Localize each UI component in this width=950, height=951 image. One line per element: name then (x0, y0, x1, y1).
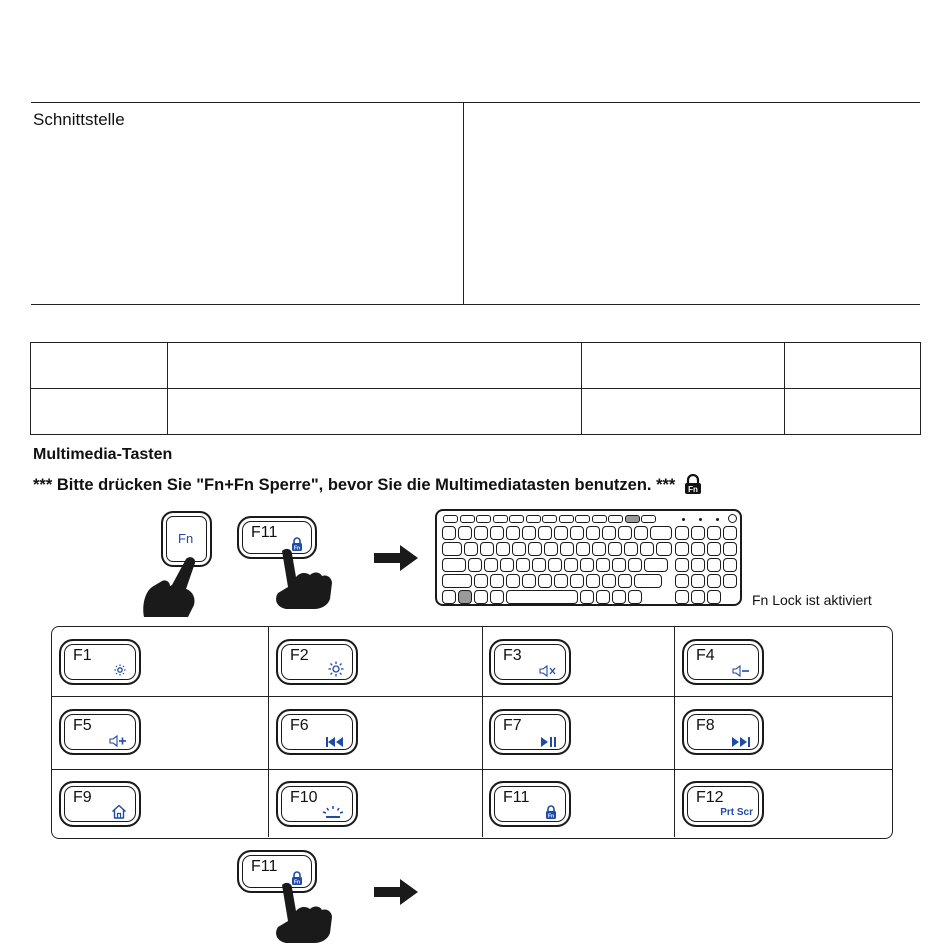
keyboard-key (484, 558, 498, 572)
keyboard-key (493, 515, 508, 523)
function-key-f3 (489, 639, 571, 685)
function-key-label: F9 (73, 789, 92, 806)
keyboard-key (640, 542, 654, 556)
keyboard-key (634, 574, 662, 588)
keyboard-key (608, 542, 622, 556)
svg-text:Fn: Fn (547, 813, 555, 819)
keyboard-key (496, 542, 510, 556)
fn-key-label: Fn (178, 531, 194, 546)
function-key-label: F4 (696, 647, 715, 664)
arrow-right-icon (374, 545, 418, 571)
keyboard-key (691, 590, 705, 604)
backlight-icon (322, 805, 344, 819)
mute-icon (539, 665, 557, 677)
play-pause-icon (541, 737, 557, 747)
keyboard-key (522, 526, 536, 540)
keyboard-key (554, 574, 568, 588)
keyboard-key (474, 526, 488, 540)
keyboard-key (460, 515, 475, 523)
table-cell (785, 343, 921, 389)
pressing-hand-icon (272, 881, 336, 945)
keyboard-key (474, 590, 488, 604)
function-key-label: F5 (73, 717, 92, 734)
indicator-light (682, 518, 685, 521)
pressing-hand-icon (272, 547, 336, 611)
function-key-f1 (59, 639, 141, 685)
keyboard-key (650, 526, 672, 540)
grid-divider (52, 769, 892, 770)
f11-key-label: F11 (251, 524, 278, 541)
keyboard-illustration (435, 509, 742, 606)
keyboard-key (641, 515, 656, 523)
keyboard-key (691, 574, 705, 588)
keyboard-key (644, 558, 668, 572)
keyboard-key (675, 574, 689, 588)
keyboard-key (560, 542, 574, 556)
table-cell (168, 389, 582, 435)
function-key-label: F8 (696, 717, 715, 734)
function-key-f4 (682, 639, 764, 685)
function-key-f12 (682, 781, 764, 827)
grid-divider (482, 627, 483, 837)
keyboard-key (618, 574, 632, 588)
function-key-label: F6 (290, 717, 309, 734)
table-bottom-border (31, 304, 920, 305)
keyboard-key (506, 574, 520, 588)
keyboard-key (542, 515, 557, 523)
keyboard-key (691, 558, 705, 572)
keyboard-key (602, 574, 616, 588)
function-key-label: F11 (503, 789, 530, 806)
function-key-f6 (276, 709, 358, 755)
keyboard-key (691, 526, 705, 540)
keyboard-key (707, 590, 721, 604)
keyboard-key (443, 515, 458, 523)
keyboard-key (442, 574, 472, 588)
keyboard-key (548, 558, 562, 572)
next-track-icon (732, 737, 750, 747)
function-key-f9 (59, 781, 141, 827)
keyboard-key (675, 542, 689, 556)
function-key-f10 (276, 781, 358, 827)
keyboard-key (512, 542, 526, 556)
keyboard-key (442, 558, 466, 572)
keyboard-key (500, 558, 514, 572)
keyboard-key (442, 542, 462, 556)
keyboard-key (538, 574, 552, 588)
keyboard-key (596, 590, 610, 604)
function-key-label: F12 (696, 789, 724, 806)
previous-track-icon (326, 737, 344, 747)
table-top-border (31, 102, 920, 103)
function-key-f11 (489, 781, 571, 827)
function-key-label: F2 (290, 647, 309, 664)
keyboard-key (490, 574, 504, 588)
table-row (31, 389, 921, 435)
keyboard-key (707, 574, 721, 588)
keyboard-key (628, 558, 642, 572)
svg-text:Fn: Fn (293, 545, 301, 551)
keyboard-key (608, 515, 623, 523)
keyboard-key (580, 590, 594, 604)
keyboard-key (564, 558, 578, 572)
table-cell (582, 343, 785, 389)
keyboard-key (675, 526, 689, 540)
volume-up-icon (109, 735, 127, 747)
keyboard-key (516, 558, 530, 572)
indicator-light (699, 518, 702, 521)
table-cell (785, 389, 921, 435)
keyboard-key (675, 590, 689, 604)
keyboard-key (723, 558, 737, 572)
keyboard-key (522, 574, 536, 588)
volume-down-icon (732, 665, 750, 677)
grid-divider (268, 627, 269, 837)
table-cell (31, 343, 168, 389)
keyboard-key (586, 574, 600, 588)
keyboard-key (634, 526, 648, 540)
function-key-grid (51, 626, 893, 839)
notice-text: *** Bitte drücken Sie "Fn+Fn Sperre", bevor Sie die Multimediatasten benutzen. *** (33, 476, 676, 494)
brightness-down-icon (113, 663, 127, 677)
keyboard-key (612, 590, 626, 604)
keyboard-key (570, 574, 584, 588)
function-key-label: F3 (503, 647, 522, 664)
function-key-f8 (682, 709, 764, 755)
power-icon (728, 514, 737, 523)
fn-lock-status: Fn Lock ist aktiviert (752, 592, 872, 608)
keyboard-key (480, 542, 494, 556)
keyboard-key (575, 515, 590, 523)
arrow-right-icon (374, 879, 418, 905)
keyboard-key (538, 526, 552, 540)
keyboard-key (490, 590, 504, 604)
keyboard-key (442, 526, 456, 540)
keyboard-key (592, 515, 607, 523)
table-cell (31, 389, 168, 435)
grid-divider (674, 627, 675, 837)
keyboard-key (707, 542, 721, 556)
function-key-f7 (489, 709, 571, 755)
keyboard-key (592, 542, 606, 556)
keyboard-key (707, 558, 721, 572)
brightness-up-icon (328, 661, 344, 677)
pointing-hand-icon (140, 555, 212, 619)
keyboard-key (596, 558, 610, 572)
keyboard-key (464, 542, 478, 556)
keyboard-key (476, 515, 491, 523)
keyboard-key (442, 590, 456, 604)
keyboard-key (628, 590, 642, 604)
function-key-label: F7 (503, 717, 522, 734)
keyboard-key (526, 515, 541, 523)
keyboard-key (618, 526, 632, 540)
f11-unlock-key-label: F11 (251, 858, 278, 875)
multimedia-notice (33, 474, 702, 499)
spec-table (30, 342, 921, 435)
table-row (31, 343, 921, 389)
keyboard-key-fn-highlight (458, 590, 472, 604)
keyboard-key (624, 542, 638, 556)
keyboard-key (490, 526, 504, 540)
keyboard-key-f11-highlight (625, 515, 640, 523)
keyboard-key (570, 526, 584, 540)
keyboard-key (691, 542, 705, 556)
table-cell (582, 389, 785, 435)
keyboard-key (544, 542, 558, 556)
table-column-divider (463, 102, 464, 304)
keyboard-key (656, 542, 672, 556)
keyboard-key (506, 526, 520, 540)
keyboard-key (580, 558, 594, 572)
function-key-label: F10 (290, 789, 318, 806)
keyboard-key (723, 574, 737, 588)
keyboard-key (559, 515, 574, 523)
lock-icon (684, 474, 702, 499)
fn-lock-icon (545, 805, 557, 819)
keyboard-key (474, 574, 488, 588)
keyboard-key (586, 526, 600, 540)
function-key-f2 (276, 639, 358, 685)
function-key-f5 (59, 709, 141, 755)
keyboard-key (532, 558, 546, 572)
keyboard-key (554, 526, 568, 540)
keyboard-key (509, 515, 524, 523)
home-icon (111, 804, 127, 819)
keyboard-key (576, 542, 590, 556)
function-key-label: F1 (73, 647, 92, 664)
keyboard-key (707, 526, 721, 540)
keyboard-key (528, 542, 542, 556)
grid-divider (52, 696, 892, 697)
keyboard-key (468, 558, 482, 572)
interface-label: Schnittstelle (33, 110, 125, 129)
keyboard-key (723, 526, 737, 540)
multimedia-heading: Multimedia-Tasten (33, 446, 173, 463)
keyboard-key (675, 558, 689, 572)
keyboard-key (723, 542, 737, 556)
indicator-light (716, 518, 719, 521)
keyboard-key (506, 590, 578, 604)
keyboard-key (458, 526, 472, 540)
svg-text:Fn: Fn (293, 879, 301, 885)
table-cell (168, 343, 582, 389)
svg-text:Fn: Fn (688, 485, 698, 494)
keyboard-key (612, 558, 626, 572)
print-screen-label: Prt Scr (720, 807, 753, 818)
keyboard-key (602, 526, 616, 540)
